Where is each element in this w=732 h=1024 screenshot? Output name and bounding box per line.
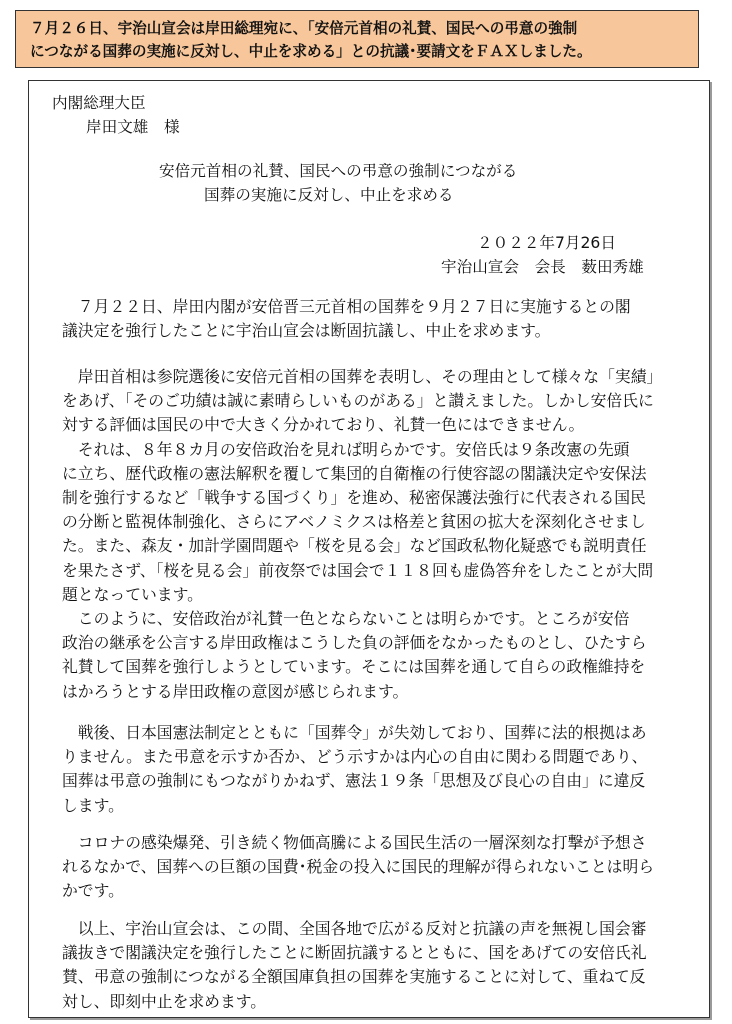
addressee-title: 内閣総理大臣	[52, 94, 146, 112]
paragraph-line: コロナの感染爆発、引き続く物価高騰による国民生活の一層深刻な打撃が予想さ	[62, 833, 647, 852]
paragraph-line: の分断と監視体制強化、さらにアベノミクスは格差と貧困の拡大を深刻化させまし	[62, 512, 646, 532]
paragraph-line: はかろうとする岸田政権の意図が感じられます。	[62, 681, 409, 701]
paragraph-protest	[62, 295, 694, 343]
paragraph-legal-basis	[62, 721, 694, 818]
addressee-name: 岸田文雄 様	[86, 118, 180, 136]
paragraph-line: 制を強行するなど「戦争する国づくり」を進め、秘密保護法強行に代表される国民	[62, 488, 646, 508]
paragraph-line: りません。また弔意を示すか否か、どう示すかは内心の自由に関わる問題であり、	[62, 747, 648, 767]
paragraph-line: 以上、宇治山宣会は、この間、全国各地で広がる反対と抗議の声を無視し国会審	[62, 919, 647, 938]
paragraph-line: を果たさず、「桜を見る会」前夜祭では国会で１１８回も虚偽答弁をしたことが大問	[62, 560, 654, 580]
paragraph-line: 賛、弔意の強制につながる全額国庫負担の国葬を実施することに対して、重ねて反	[62, 967, 646, 987]
paragraph-line: をあげ、「そのご功績は誠に素晴らしいものがある」と讃えました。しかし安倍氏に	[62, 391, 654, 411]
paragraph-line: かです。	[62, 881, 124, 901]
letter-title-line2: 国葬の実施に反対し、中止を求める	[204, 186, 454, 204]
letter-date: ２０２２年7月26日	[477, 234, 616, 252]
paragraph-line: 礼賛して国葬を強行しようとしています。そこには国葬を通して自らの政権維持を	[62, 657, 646, 677]
paragraph-conclusion	[62, 917, 694, 1014]
banner-line: につながる国葬の実施に反対し、中止を求める」との抗議･要請文をＦＡＸしました。	[30, 43, 592, 60]
paragraph-public-cost	[62, 831, 694, 904]
paragraph-line: 岸田首相は参院選後に安倍元首相の国葬を表明し、その理由として様々な「実績」	[62, 367, 663, 386]
fax-notice-banner	[15, 10, 699, 68]
paragraph-line: ７月２２日、岸田内閣が安倍晋三元首相の国葬を９月２７日に実施するとの閣	[62, 297, 631, 316]
paragraph-line: 戦後、日本国憲法制定とともに「国葬令」が失効しており、国葬に法的根拠はあ	[62, 723, 647, 742]
paragraph-line: 政治の継承を公言する岸田政権はこうした負の評価をなかったものとし、ひたすら	[62, 633, 647, 653]
paragraph-line: た。また、森友・加計学園問題や「桜を見る会」など国政私物化疑惑でも説明責任	[62, 536, 647, 556]
paragraph-line: それは、８年８カ月の安倍政治を見れば明らかです。安倍氏は９条改憲の先頭	[62, 439, 630, 459]
paragraph-line: 議抜きで閣議決定を強行したことに断固抗議するとともに、国をあげての安倍氏礼	[62, 943, 647, 963]
paragraph-line: 国葬は弔意の強制にもつながりかねず、憲法１９条「思想及び良心の自由」に違反	[62, 771, 646, 791]
letter-sender: 宇治山宣会 会長 薮田秀雄	[441, 258, 644, 276]
paragraph-line: 対する評価は国民の中で大きく分かれており、礼賛一色にはできません。	[62, 415, 585, 435]
paragraph-line: 題となっています。	[62, 584, 203, 604]
paragraph-line: 議決定を強行したことに宇治山宣会は断固抗議し、中止を求めます。	[62, 321, 551, 341]
paragraph-line: 対し、即刻中止を求めます。	[62, 991, 267, 1011]
paragraph-line: れるなかで、国葬への巨額の国費･税金の投入に国民的理解が得られないことは明ら	[62, 857, 655, 877]
banner-line: ７月２６日、宇治山宣会は岸田総理宛に、「安倍元首相の礼賛、国民への弔意の強制	[30, 20, 578, 37]
paragraph-evaluation	[62, 365, 694, 704]
paragraph-line: このように、安倍政治が礼賛一色とならないことは明らかです。ところが安倍	[62, 609, 630, 629]
protest-letter	[28, 80, 710, 1018]
letter-title-line1: 安倍元首相の礼賛、国民への弔意の強制につながる	[159, 162, 518, 180]
paragraph-line: します。	[62, 795, 124, 815]
paragraph-line: に立ち、歴代政権の憲法解釈を覆して集団的自衛権の行使容認の閣議決定や安保法	[62, 463, 647, 483]
